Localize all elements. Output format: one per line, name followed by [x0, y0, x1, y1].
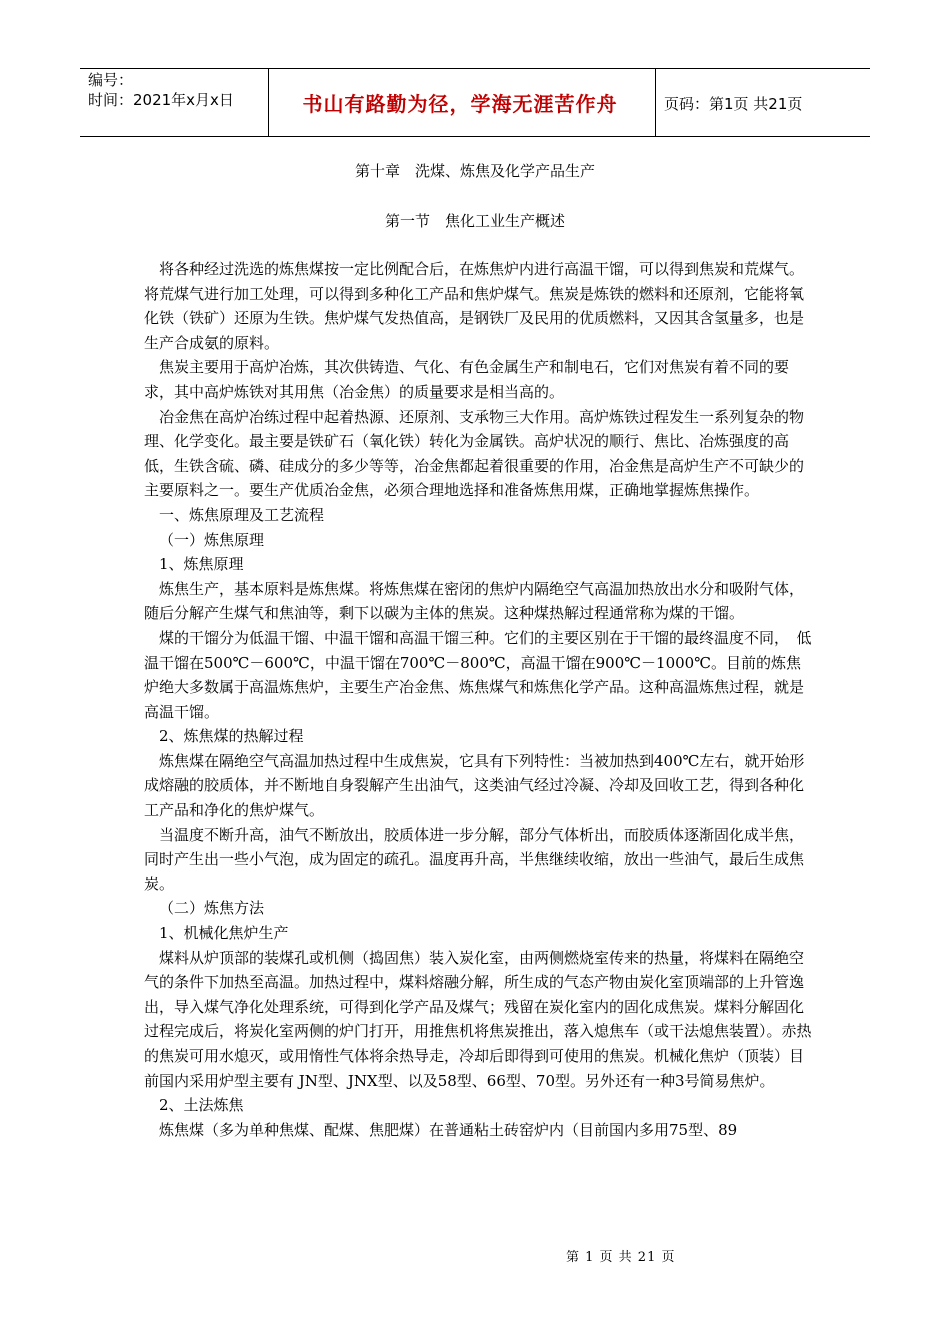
body-paragraph: 将各种经过洗选的炼焦煤按一定比例配合后，在炼焦炉内进行高温干馏，可以得到焦炭和荒煤气。将荒煤气进行加工处理，可以得到多种化工产品和焦炉煤气。焦炭是炼铁的燃料和还原剂，它能将氧化铁（铁矿）还原为生铁。焦炉煤气发热值高，是钢铁厂及民用的优质燃料，又因其含氢量多，也是生产合成氨的原料。: [144, 260, 805, 352]
header-page-number: 页码：第1页 共21页: [664, 95, 803, 113]
document-body: [144, 257, 814, 1142]
section-heading: （二）炼焦方法: [159, 899, 265, 918]
document-number-label: 编号：: [88, 71, 134, 89]
body-paragraph: 冶金焦在高炉冶练过程中起着热源、还原剂、支承物三大作用。高炉炼铁过程发生一系列复杂的物理、化学变化。最主要是铁矿石（氧化铁）转化为金属铁。高炉状况的顺行、焦比、冶炼强度的高低，生铁含硫、磷、硅成分的多少等等，冶金焦都起着很重要的作用，冶金焦是高炉生产不可缺少的主要原料之一。要生产优质冶金焦，必须合理地选择和准备炼焦用煤，正确地掌握炼焦操作。: [144, 407, 805, 500]
header-motto: 书山有路勤为径，学海无涯苦作舟: [302, 92, 618, 116]
body-paragraph: 当温度不断升高，油气不断放出，胶质体进一步分解，部分气体析出，而胶质体逐渐固化成半焦，同时产生出一些小气泡，成为固定的疏孔。温度再升高，半焦继续收缩，放出一些油气，最后生成焦炭。: [144, 825, 805, 893]
body-paragraph: 煤的干馏分为低温干馏、中温干馏和高温干馏三种。它们的主要区别在于干馏的最终温度不同， 低温干馏在500℃－600℃，中温干馏在700℃－800℃，高温干馏在900℃－1000℃。目前的炼焦炉绝大多数属于高温炼焦炉，主要生产冶金焦、炼焦煤气和炼焦化学产品。这种高温炼焦过程，就是高温干馏。: [144, 628, 812, 721]
body-paragraph: 炼焦煤（多为单种焦煤、配煤、焦肥煤）在普通粘土砖窑炉内（目前国内多用75型、89: [159, 1120, 738, 1139]
section-heading: 2、炼焦煤的热解过程: [159, 727, 304, 746]
body-paragraph: 煤料从炉顶部的装煤孔或机侧（捣固焦）装入炭化室，由两侧燃烧室传来的热量，将煤料在隔绝空气的条件下加热至高温。加热过程中，煤料熔融分解，所生成的气态产物由炭化室顶端部的上升管逸出，导入煤气净化处理系统，可得到化学产品及煤气；残留在炭化室内的固化成焦炭。煤料分解固化过程完成后，将炭化室两侧的炉门打开，用推焦机将焦炭推出，落入熄焦车（或干法熄焦装置）。赤热的焦炭可用水熄灭，或用惰性气体将余热导走，冷却后即得到可使用的焦炭。机械化焦炉（顶装）目前国内采用炉型主要有 JN型、JNX型、以及58型、66型、70型。另外还有一种3号简易焦炉。: [144, 948, 812, 1090]
section-heading: 1、机械化焦炉生产: [159, 924, 289, 943]
section-heading: 1、炼焦原理: [159, 555, 244, 574]
header-left: [88, 70, 234, 110]
body-paragraph: 炼焦生产，基本原料是炼焦煤。将炼焦煤在密闭的焦炉内隔绝空气高温加热放出水分和吸附气体，随后分解产生煤气和焦油等，剩下以碳为主体的焦炭。这种煤热解过程通常称为煤的干馏。: [144, 579, 805, 623]
section-title: 第一节 焦化工业生产概述: [384, 212, 565, 230]
body-paragraph: 炼焦煤在隔绝空气高温加热过程中生成焦炭，它具有下列特性：当被加热到400℃左右，就开始形成熔融的胶质体，并不断地自身裂解产生出油气，这类油气经过冷凝、冷却及回收工艺，得到各种化工产品和净化的焦炉煤气。: [144, 751, 805, 820]
header-top-line: [80, 68, 870, 69]
document-date: 时间：2021年x月x日: [88, 91, 234, 109]
section-heading: （一）炼焦原理: [159, 530, 265, 549]
header-divider-right: [655, 68, 656, 136]
section-heading: 2、土法炼焦: [159, 1096, 244, 1115]
page-footer: 第 1 页 共 21 页: [566, 1250, 676, 1265]
body-paragraph: 焦炭主要用于高炉冶炼，其次供铸造、气化、有色金属生产和制电石，它们对焦炭有着不同的要求，其中高炉炼铁对其用焦（冶金焦）的质量要求是相当高的。: [144, 358, 790, 401]
chapter-title: 第十章 洗煤、炼焦及化学产品生产: [354, 162, 595, 180]
header-bottom-line: [80, 136, 870, 137]
section-heading: 一、炼焦原理及工艺流程: [159, 505, 325, 524]
